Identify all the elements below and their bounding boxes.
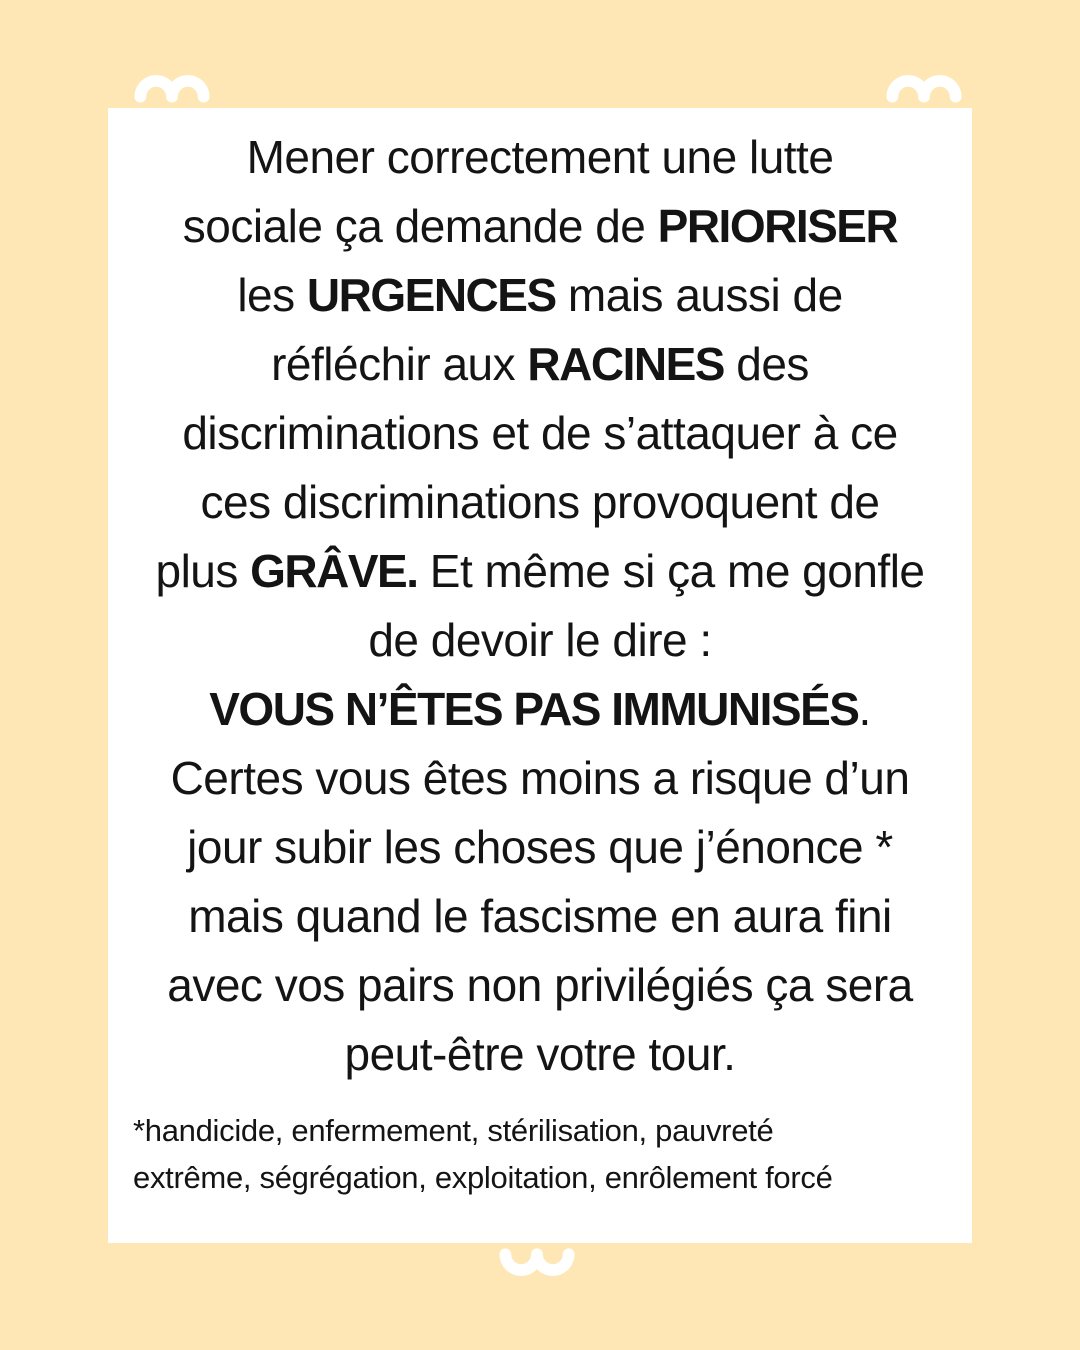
quote-segment: avec vos pairs non privilégiés ça sera — [167, 959, 913, 1011]
quote-segment: de devoir le dire : — [368, 614, 712, 666]
quote-line — [133, 882, 947, 951]
quote-line — [133, 399, 947, 468]
quote-segment: plus — [155, 545, 251, 597]
quote-segment: ces discriminations provoquent de — [200, 476, 880, 528]
quote-line — [133, 261, 947, 330]
quote-segment: Et même si ça me gonfle — [417, 545, 925, 597]
m-squiggle-stroke — [892, 81, 955, 97]
quote-segment: mais quand le fascisme en aura fini — [188, 890, 892, 942]
m-squiggle-icon-top-left — [134, 66, 210, 104]
quote-segment: Mener correctement une lutte — [246, 131, 834, 183]
footnote-line: *handicide, enfermement, stérilisation, pauvreté — [133, 1113, 774, 1148]
m-squiggle-stroke — [140, 81, 203, 97]
quote-line — [133, 123, 947, 192]
quote-line — [133, 537, 947, 606]
quote-card — [108, 108, 972, 1243]
quote-segment: réfléchir aux — [271, 338, 528, 390]
quote-line — [133, 192, 947, 261]
quote-segment-bold: URGENCES — [306, 269, 556, 321]
quote-segment-bold: VOUS N’ÊTES PAS IMMUNISÉS — [209, 683, 859, 735]
w-squiggle-stroke — [505, 1254, 568, 1270]
quote-line — [133, 1020, 947, 1089]
quote-segment: les — [237, 269, 307, 321]
quote-line — [133, 951, 947, 1020]
footnote-line: extrême, ségrégation, exploitation, enrôlement forcé — [133, 1160, 833, 1195]
quote-segment: des — [723, 338, 809, 390]
footnote — [133, 1107, 947, 1201]
quote-segment: peut-être votre tour. — [344, 1028, 736, 1080]
m-squiggle-icon-top-right — [886, 66, 962, 104]
quote-line — [133, 468, 947, 537]
quote-line — [133, 330, 947, 399]
quote-line — [133, 813, 947, 882]
quote-segment: jour subir les choses que j’énonce * — [187, 821, 893, 873]
w-squiggle-icon-bottom-center — [499, 1247, 575, 1285]
quote-segment-bold: RACINES — [527, 338, 724, 390]
quote-line — [133, 606, 947, 675]
quote-segment-bold: GRÂVE. — [250, 545, 418, 597]
quote-line — [133, 675, 947, 744]
quote-text — [133, 123, 947, 1089]
quote-line — [133, 744, 947, 813]
quote-segment: discriminations et de s’attaquer à ce — [182, 407, 898, 459]
quote-segment: mais aussi de — [555, 269, 843, 321]
quote-segment: sociale ça demande de — [182, 200, 658, 252]
quote-segment: Certes vous êtes moins a risque d’un — [170, 752, 910, 804]
quote-segment: . — [858, 683, 871, 735]
quote-segment-bold: PRIORISER — [657, 200, 898, 252]
